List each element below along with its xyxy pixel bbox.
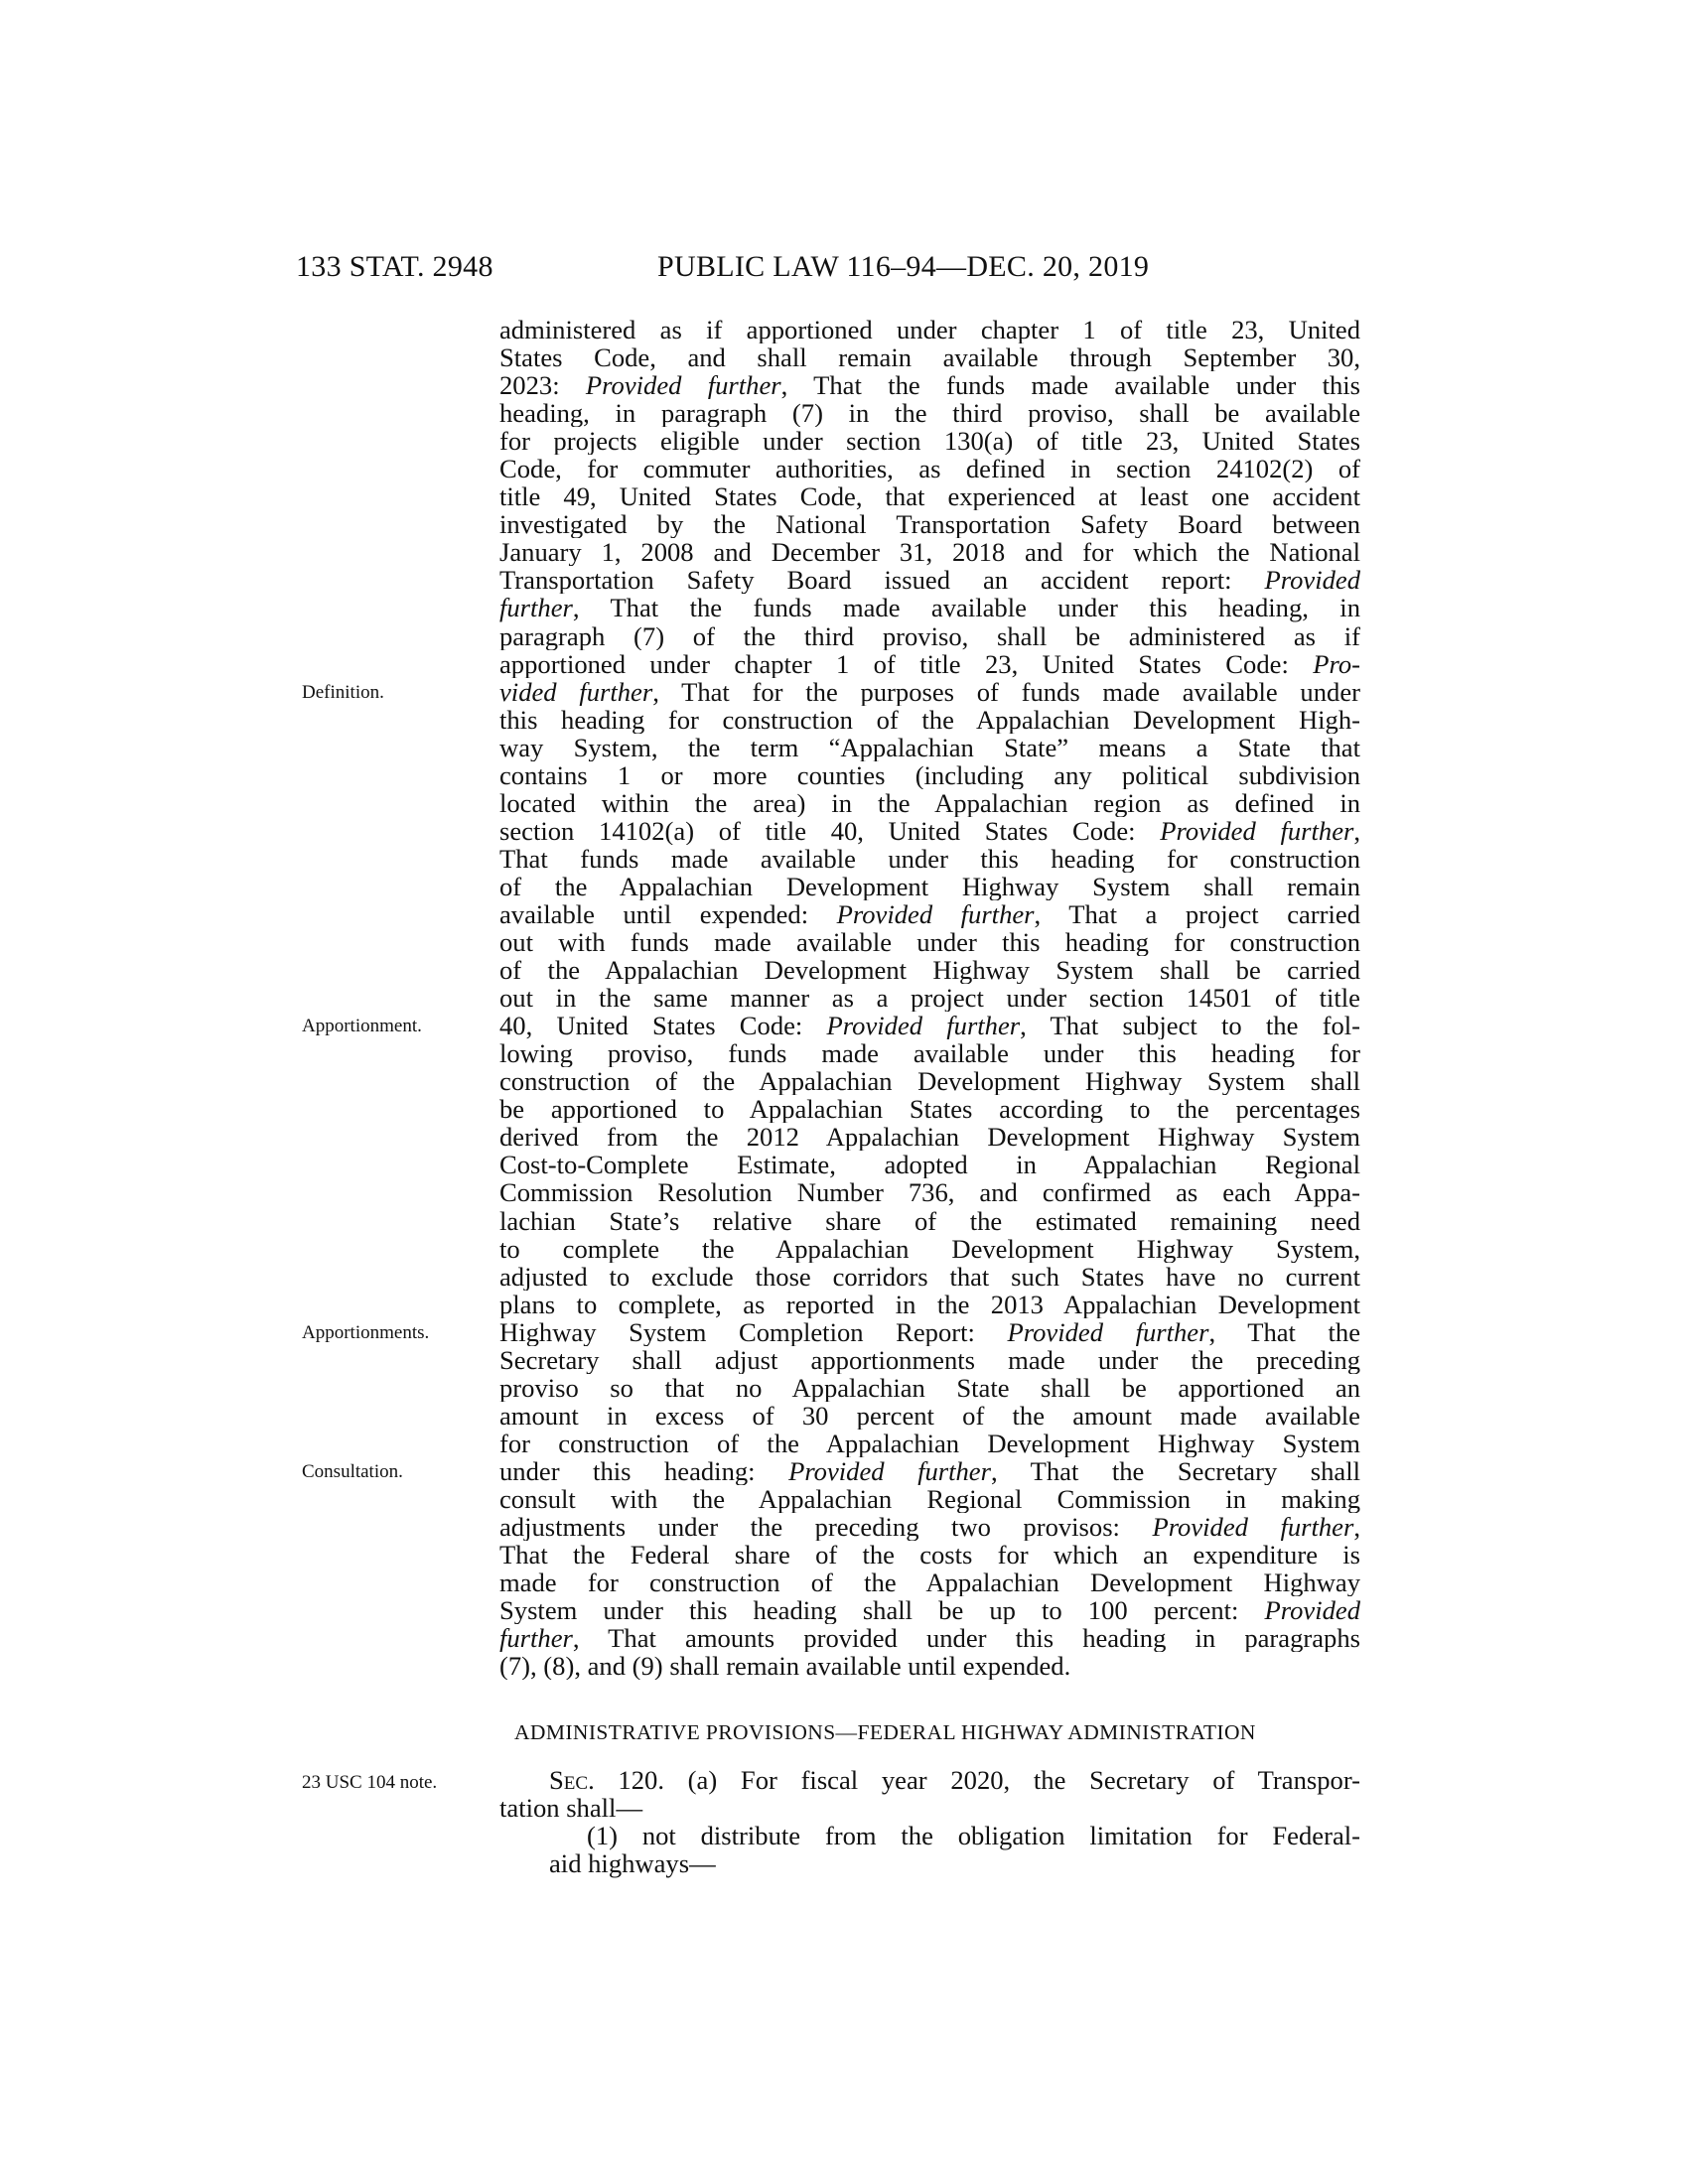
public-law-header: PUBLIC LAW 116–94—DEC. 20, 2019 (657, 250, 1150, 283)
margin-note: Apportionments. (302, 1321, 430, 1343)
body-line: proviso so that no Appalachian State shall be apportioned an (499, 1373, 1360, 1402)
italic-text: Provided (1264, 566, 1360, 595)
body-line: heading, in paragraph (7) in the third proviso, shall be available (499, 399, 1360, 428)
body-line: System under this heading shall be up to 100 percent: Provided (499, 1596, 1360, 1625)
body-line: out in the same manner as a project under section 14501 of title (499, 984, 1360, 1013)
body-line: made for construction of the Appalachian Development Highway (499, 1569, 1360, 1597)
margin-note: Definition. (302, 681, 384, 703)
section-heading: ADMINISTRATIVE PROVISIONS—FEDERAL HIGHWAY ADMINISTRATION (514, 1720, 1256, 1744)
body-line: paragraph (7) of the third proviso, shall be administered as if (499, 621, 1360, 650)
section-120-line-2: tation shall— (499, 1793, 643, 1824)
body-line: out with funds made available under this heading for construction (499, 928, 1360, 957)
body-line: Commission Resolution Number 736, and confirmed as each Appa- (499, 1178, 1360, 1207)
body-line: way System, the term “Appalachian State” means a State that (499, 733, 1360, 761)
body-line: further, That the funds made available under this heading, in (499, 594, 1360, 622)
body-line: construction of the Appalachian Development Highway System shall (499, 1067, 1360, 1096)
body-line: for projects eligible under section 130(a) of title 23, United States (499, 427, 1360, 456)
italic-text: further (499, 1624, 573, 1653)
body-line: consult with the Appalachian Regional Commission in making (499, 1484, 1360, 1514)
italic-text: Provided further (1007, 1317, 1209, 1346)
sec-label: Sec. (549, 1765, 595, 1795)
body-line: apportioned under chapter 1 of title 23, United States Code: Pro- (499, 649, 1360, 678)
item-1-line-1: (1) not distribute from the obligation limitation for Federal- (587, 1821, 1360, 1851)
body-line: for construction of the Appalachian Development Highway System (499, 1429, 1360, 1457)
item-1-line-2: aid highways— (549, 1848, 716, 1879)
italic-text: further (499, 594, 573, 622)
body-text (499, 316, 1360, 1680)
sec-line-1-text: 120. (a) For fiscal year 2020, the Secretary of Transpor- (594, 1765, 1360, 1795)
body-line: That funds made available under this heading for construction (499, 844, 1360, 873)
body-line: adjustments under the preceding two provisos: Provided further, (499, 1513, 1360, 1542)
body-line: vided further, That for the purposes of funds made available under (499, 677, 1360, 706)
body-line: available until expended: Provided further, That a project carried (499, 899, 1360, 929)
italic-text: Pro- (1313, 649, 1360, 678)
body-line: located within the area) in the Appalachian region as defined in (499, 788, 1360, 817)
body-line: to complete the Appalachian Development Highway System, (499, 1234, 1360, 1263)
italic-text: vided further (499, 677, 653, 706)
italic-text: Provided (1264, 1596, 1360, 1625)
body-line: Code, for commuter authorities, as defined in section 24102(2) of (499, 455, 1360, 483)
italic-text: Provided further (1152, 1513, 1354, 1542)
body-line: Highway System Completion Report: Provided further, That the (499, 1317, 1360, 1346)
body-line: further, That amounts provided under this heading in paragraphs (499, 1624, 1360, 1653)
body-line: lachian State’s relative share of the estimated remaining need (499, 1206, 1360, 1235)
body-line: January 1, 2008 and December 31, 2018 and for which the National (499, 538, 1360, 567)
body-line: (7), (8), and (9) shall remain available until expended. (499, 1652, 1071, 1681)
body-line: investigated by the National Transportation Safety Board between (499, 510, 1360, 539)
section-120-paragraph (499, 1766, 1360, 1877)
body-line: administered as if apportioned under chapter 1 of title 23, United (499, 316, 1360, 344)
body-line: Transportation Safety Board issued an accident report: Provided (499, 566, 1360, 595)
body-line: of the Appalachian Development Highway System shall remain (499, 872, 1360, 900)
body-line: section 14102(a) of title 40, United States Code: Provided further, (499, 816, 1360, 845)
body-line: plans to complete, as reported in the 2013 Appalachian Development (499, 1290, 1360, 1318)
italic-text: Provided further (788, 1456, 991, 1485)
body-line: 40, United States Code: Provided further, That subject to the fol- (499, 1012, 1360, 1040)
margin-note: Consultation. (302, 1461, 403, 1483)
margin-note-usc: 23 USC 104 note. (302, 1772, 438, 1793)
body-line: amount in excess of 30 percent of the amount made available (499, 1401, 1360, 1430)
body-line: under this heading: Provided further, That the Secretary shall (499, 1456, 1360, 1485)
stat-page-number: 133 STAT. 2948 (296, 250, 493, 283)
body-line: Cost-to-Complete Estimate, adopted in Appalachian Regional (499, 1151, 1360, 1179)
body-line: be apportioned to Appalachian States according to the percentages (499, 1095, 1360, 1124)
body-line: lowing proviso, funds made available under this heading for (499, 1039, 1360, 1068)
body-line: this heading for construction of the Appalachian Development High- (499, 705, 1360, 734)
body-line: derived from the 2012 Appalachian Development Highway System (499, 1123, 1360, 1152)
italic-text: Provided further (585, 371, 781, 400)
section-120-line-1 (499, 1766, 1360, 1794)
margin-note: Apportionment. (302, 1016, 422, 1037)
body-line: States Code, and shall remain available through September 30, (499, 343, 1360, 372)
italic-text: Provided further (836, 899, 1035, 929)
body-line: 2023: Provided further, That the funds made available under this (499, 371, 1360, 400)
body-line: title 49, United States Code, that experienced at least one accident (499, 482, 1360, 511)
body-line: Secretary shall adjust apportionments made under the preceding (499, 1345, 1360, 1374)
body-line: adjusted to exclude those corridors that such States have no current (499, 1262, 1360, 1291)
italic-text: Provided further (1160, 816, 1354, 845)
body-line: of the Appalachian Development Highway System shall be carried (499, 956, 1360, 985)
body-line: That the Federal share of the costs for which an expenditure is (499, 1541, 1360, 1570)
body-line: contains 1 or more counties (including any political subdivision (499, 760, 1360, 789)
italic-text: Provided further (826, 1012, 1021, 1040)
